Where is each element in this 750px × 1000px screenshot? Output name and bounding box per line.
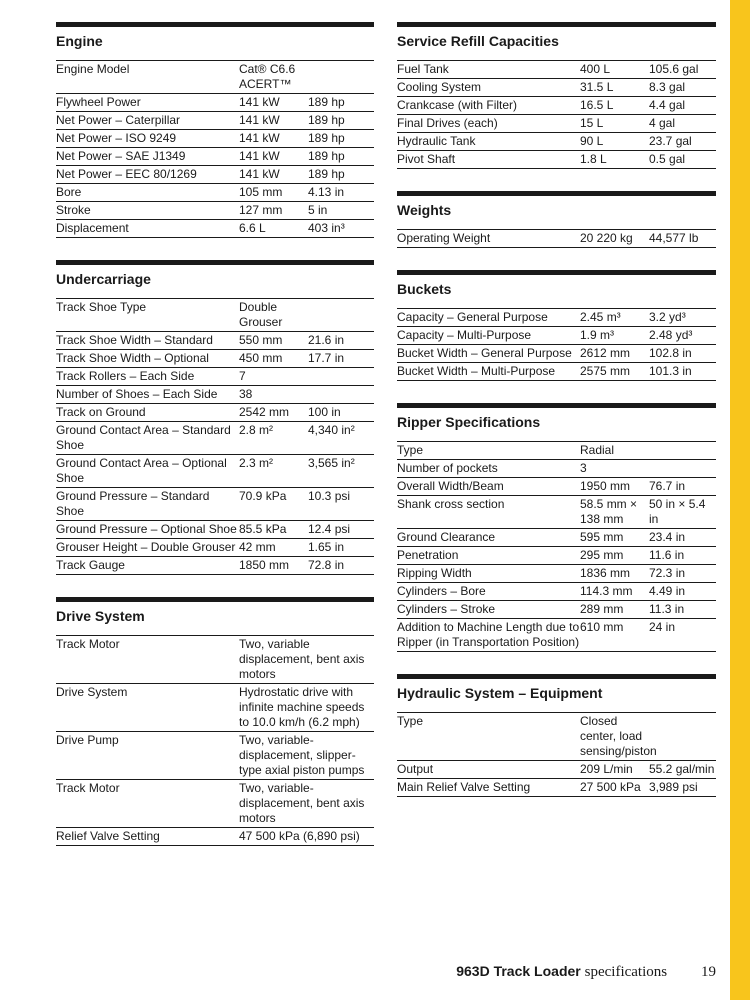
spec-label: Ripping Width: [397, 566, 472, 580]
spec-table: [397, 60, 716, 169]
spec-value: 2542 mm: [239, 405, 290, 419]
spec-label: Ground Pressure – Optional Shoe: [56, 522, 237, 536]
table-row: [397, 713, 716, 761]
spec-label: Type: [397, 443, 424, 457]
section-weights: [397, 191, 716, 248]
spec-table: [397, 308, 716, 381]
spec-value: 2575 mm: [580, 364, 631, 378]
spec-value: 1.9 m³: [580, 328, 615, 342]
table-row: [397, 363, 716, 381]
table-row: [397, 97, 716, 115]
spec-value: 2612 mm: [580, 346, 631, 360]
spec-value: 4.4 gal: [649, 98, 686, 112]
table-row: [56, 184, 374, 202]
spec-value: 0.5 gal: [649, 152, 686, 166]
section-title: Engine: [56, 22, 374, 60]
spec-value: 1950 mm: [580, 479, 631, 493]
spec-value: 105 mm: [239, 185, 283, 199]
spec-value: 101.3 in: [649, 364, 692, 378]
section-ripper: [397, 403, 716, 652]
spec-label: Bucket Width – General Purpose: [397, 346, 572, 360]
spec-value: 595 mm: [580, 530, 624, 544]
spec-label: Net Power – ISO 9249: [56, 131, 177, 145]
table-row: [56, 404, 374, 422]
table-row: [397, 761, 716, 779]
spec-table: [397, 229, 716, 248]
spec-label: Track Gauge: [56, 558, 125, 572]
spec-value: 23.4 in: [649, 530, 686, 544]
page-footer: [0, 963, 716, 981]
spec-value: 21.6 in: [308, 333, 345, 347]
spec-value: 12.4 psi: [308, 522, 351, 536]
table-row: [56, 732, 374, 780]
spec-value: 1836 mm: [580, 566, 631, 580]
table-row: [397, 133, 716, 151]
spec-value: [649, 443, 716, 458]
spec-label: Ground Contact Area – Standard Shoe: [56, 423, 231, 452]
table-row: [56, 61, 374, 94]
spec-value: 31.5 L: [580, 80, 614, 94]
spec-value: 76.7 in: [649, 479, 686, 493]
table-row: [397, 327, 716, 345]
section-buckets: [397, 270, 716, 381]
spec-value: [649, 461, 716, 476]
table-row: [56, 455, 374, 488]
table-row: [397, 460, 716, 478]
spec-value: 11.6 in: [649, 548, 685, 562]
spec-value: 10.3 psi: [308, 489, 351, 503]
section-title: Drive System: [56, 597, 374, 635]
spec-label: Cylinders – Stroke: [397, 602, 496, 616]
spec-value: 15 L: [580, 116, 604, 130]
spec-label: Fuel Tank: [397, 62, 449, 76]
section-title: Buckets: [397, 270, 716, 308]
spec-label: Bucket Width – Multi-Purpose: [397, 364, 556, 378]
accent-bar: [730, 0, 750, 1000]
spec-label: Cylinders – Bore: [397, 584, 486, 598]
spec-value: Two, variable-displacement, bent axis motors: [239, 781, 365, 825]
spec-value: 141 kW: [239, 113, 280, 127]
spec-value: 16.5 L: [580, 98, 614, 112]
spec-label: Net Power – EEC 80/1269: [56, 167, 197, 181]
spec-value: 400 L: [580, 62, 611, 76]
spec-value: Closed center, load sensing/piston: [580, 714, 657, 758]
table-row: [56, 780, 374, 828]
spec-value: 295 mm: [580, 548, 624, 562]
spec-value: 85.5 kPa: [239, 522, 287, 536]
section-title: Ripper Specifications: [397, 403, 716, 441]
spec-value: 2.8 m²: [239, 423, 274, 437]
table-row: [56, 557, 374, 575]
spec-value: 7: [239, 369, 246, 383]
spec-value: Two, variable displacement, bent axis motors: [239, 637, 365, 681]
table-row: [56, 166, 374, 184]
spec-value: 403 in³: [308, 221, 345, 235]
spec-value: 209 L/min: [580, 762, 633, 776]
section-drive-system: [56, 597, 374, 846]
spec-value: 72.3 in: [649, 566, 686, 580]
table-row: [56, 130, 374, 148]
table-row: [397, 478, 716, 496]
spec-value: Hydrostatic drive with infinite machine speeds to 10.0 km/h (6.2 mph): [239, 685, 365, 729]
table-row: [397, 547, 716, 565]
spec-value: Two, variable-displacement, slipper-type axial piston pumps: [239, 733, 365, 777]
spec-value: 1.8 L: [580, 152, 607, 166]
spec-label: Track Rollers – Each Side: [56, 369, 195, 383]
spec-table: [56, 60, 374, 238]
spec-label: Ground Clearance: [397, 530, 496, 544]
spec-value: 11.3 in: [649, 602, 685, 616]
table-row: [397, 61, 716, 79]
page-number: 19: [701, 964, 716, 980]
table-row: [397, 496, 716, 529]
spec-value: 189 hp: [308, 167, 345, 181]
table-row: [397, 583, 716, 601]
spec-label: Hydraulic Tank: [397, 134, 476, 148]
spec-table: [397, 712, 716, 797]
spec-label: Track Motor: [56, 781, 120, 795]
spec-value: [308, 369, 374, 384]
table-row: [397, 345, 716, 363]
spec-value: Double Grouser: [239, 300, 283, 329]
spec-label: Drive System: [56, 685, 128, 699]
spec-label: Pivot Shaft: [397, 152, 456, 166]
table-row: [397, 115, 716, 133]
spec-value: 58.5 mm × 138 mm: [580, 497, 638, 526]
spec-label: Penetration: [397, 548, 459, 562]
spec-value: 47 500 kPa (6,890 psi): [239, 829, 360, 843]
spec-value: 141 kW: [239, 95, 280, 109]
spec-value: 24 in: [649, 620, 676, 634]
spec-value: 4.49 in: [649, 584, 686, 598]
spec-label: Final Drives (each): [397, 116, 498, 130]
spec-value: 55.2 gal/min: [649, 762, 715, 776]
table-row: [56, 386, 374, 404]
spec-value: 38: [239, 387, 253, 401]
spec-value: Cat® C6.6 ACERT™: [239, 62, 296, 91]
spec-value: 1850 mm: [239, 558, 290, 572]
table-row: [56, 202, 374, 220]
table-row: [397, 529, 716, 547]
spec-label: Ground Contact Area – Optional Shoe: [56, 456, 227, 485]
spec-value: 20 220 kg: [580, 231, 633, 245]
table-row: [56, 220, 374, 238]
section-title: Weights: [397, 191, 716, 229]
spec-value: 189 hp: [308, 149, 345, 163]
spec-value: 610 mm: [580, 620, 624, 634]
section-undercarriage: [56, 260, 374, 575]
spec-label: Track Shoe Type: [56, 300, 147, 314]
table-row: [397, 619, 716, 652]
section-hydraulic: [397, 674, 716, 797]
table-row: [397, 601, 716, 619]
spec-label: Engine Model: [56, 62, 130, 76]
spec-value: 2.48 yd³: [649, 328, 693, 342]
spec-table: [397, 441, 716, 652]
spec-value: 17.7 in: [308, 351, 345, 365]
spec-value: 114.3 mm: [580, 584, 633, 598]
spec-value: 6.6 L: [239, 221, 266, 235]
spec-value: 90 L: [580, 134, 604, 148]
spec-value: 3,565 in²: [308, 456, 355, 470]
spec-value: [308, 300, 374, 330]
spec-value: 189 hp: [308, 131, 345, 145]
spec-value: 5 in: [308, 203, 328, 217]
spec-label: Track on Ground: [56, 405, 146, 419]
footer-spec-word: specifications: [584, 964, 668, 980]
spec-value: 44,577 lb: [649, 231, 699, 245]
spec-value: 189 hp: [308, 113, 345, 127]
spec-value: 141 kW: [239, 167, 280, 181]
right-column: [397, 22, 716, 819]
spec-value: 141 kW: [239, 131, 280, 145]
spec-label: Overall Width/Beam: [397, 479, 504, 493]
table-row: [56, 350, 374, 368]
spec-label: Ground Pressure – Standard Shoe: [56, 489, 210, 518]
spec-label: Addition to Machine Length due to Ripper (in Transportation Position): [397, 620, 580, 649]
spec-label: Main Relief Valve Setting: [397, 780, 531, 794]
spec-label: Drive Pump: [56, 733, 119, 747]
table-row: [56, 636, 374, 684]
table-row: [56, 684, 374, 732]
spec-value: 8.3 gal: [649, 80, 686, 94]
spec-value: 4,340 in²: [308, 423, 355, 437]
spec-value: 27 500 kPa: [580, 780, 641, 794]
section-title: Undercarriage: [56, 260, 374, 298]
table-row: [56, 828, 374, 846]
table-row: [56, 332, 374, 350]
table-row: [56, 94, 374, 112]
spec-value: 141 kW: [239, 149, 280, 163]
table-row: [56, 368, 374, 386]
spec-value: 102.8 in: [649, 346, 692, 360]
table-row: [397, 565, 716, 583]
spec-table: [56, 635, 374, 846]
table-row: [397, 779, 716, 797]
spec-value: 23.7 gal: [649, 134, 692, 148]
spec-value: Radial: [580, 443, 615, 457]
table-row: [397, 309, 716, 327]
spec-label: Type: [397, 714, 424, 728]
spec-label: Capacity – Multi-Purpose: [397, 328, 532, 342]
spec-value: 72.8 in: [308, 558, 345, 572]
table-row: [56, 521, 374, 539]
spec-value: 3,989 psi: [649, 780, 698, 794]
spec-label: Track Shoe Width – Standard: [56, 333, 213, 347]
spec-label: Operating Weight: [397, 231, 491, 245]
spec-value: 1.65 in: [308, 540, 345, 554]
spec-label: Cooling System: [397, 80, 482, 94]
spec-label: Net Power – SAE J1349: [56, 149, 186, 163]
table-row: [56, 422, 374, 455]
spec-label: Net Power – Caterpillar: [56, 113, 181, 127]
spec-table: [56, 298, 374, 575]
table-row: [397, 442, 716, 460]
table-row: [397, 79, 716, 97]
spec-value: 2.3 m²: [239, 456, 274, 470]
spec-value: 42 mm: [239, 540, 276, 554]
spec-value: 550 mm: [239, 333, 283, 347]
spec-label: Relief Valve Setting: [56, 829, 160, 843]
spec-value: 105.6 gal: [649, 62, 699, 76]
table-row: [397, 230, 716, 248]
spec-value: 4 gal: [649, 116, 676, 130]
left-column: [56, 22, 374, 868]
section-title: Service Refill Capacities: [397, 22, 716, 60]
spec-value: 50 in × 5.4 in: [649, 497, 706, 526]
spec-label: Bore: [56, 185, 82, 199]
spec-label: Flywheel Power: [56, 95, 141, 109]
spec-value: 3: [580, 461, 587, 475]
table-row: [56, 299, 374, 332]
spec-value: 127 mm: [239, 203, 283, 217]
spec-label: Grouser Height – Double Grouser: [56, 540, 236, 554]
spec-value: 70.9 kPa: [239, 489, 287, 503]
spec-label: Crankcase (with Filter): [397, 98, 518, 112]
spec-label: Capacity – General Purpose: [397, 310, 548, 324]
spec-value: [649, 714, 716, 759]
spec-value: 4.13 in: [308, 185, 345, 199]
spec-label: Number of pockets: [397, 461, 498, 475]
section-title: Hydraulic System – Equipment: [397, 674, 716, 712]
spec-label: Displacement: [56, 221, 129, 235]
spec-value: 289 mm: [580, 602, 624, 616]
table-row: [397, 151, 716, 169]
table-row: [56, 148, 374, 166]
spec-value: [308, 62, 374, 92]
spec-value: 450 mm: [239, 351, 283, 365]
table-row: [56, 488, 374, 521]
section-service-refill: [397, 22, 716, 169]
spec-label: Shank cross section: [397, 497, 505, 511]
spec-label: Track Shoe Width – Optional: [56, 351, 209, 365]
spec-value: [308, 387, 374, 402]
table-row: [56, 112, 374, 130]
spec-label: Track Motor: [56, 637, 120, 651]
spec-label: Stroke: [56, 203, 91, 217]
spec-value: 100 in: [308, 405, 341, 419]
spec-value: 189 hp: [308, 95, 345, 109]
section-engine: [56, 22, 374, 238]
spec-value: 2.45 m³: [580, 310, 621, 324]
spec-value: 3.2 yd³: [649, 310, 686, 324]
spec-label: Number of Shoes – Each Side: [56, 387, 218, 401]
table-row: [56, 539, 374, 557]
spec-label: Output: [397, 762, 434, 776]
footer-model: 963D Track Loader: [456, 963, 581, 979]
